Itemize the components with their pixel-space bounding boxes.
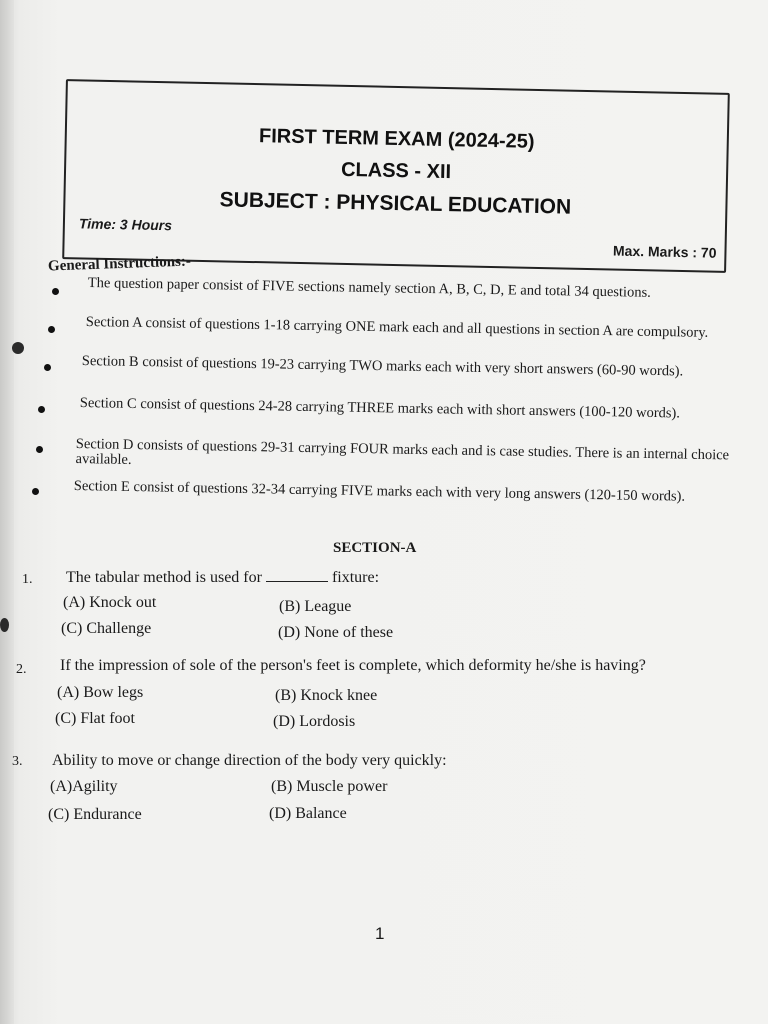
option-d: (D) None of these — [278, 624, 394, 641]
option-d: (D) Lordosis — [273, 713, 356, 730]
option-b: (B) League — [279, 598, 352, 615]
exam-header-box — [62, 79, 730, 273]
binder-hole-icon — [12, 342, 24, 354]
page-number: 1 — [375, 924, 385, 943]
question-text-end: fixture: — [331, 569, 380, 586]
option-d: (D) Balance — [269, 805, 347, 822]
class-label: CLASS - XII — [340, 158, 452, 184]
question-number: 2. — [16, 662, 27, 677]
answer-blank — [266, 569, 328, 582]
bullet-icon — [52, 288, 59, 295]
option-b: (B) Muscle power — [271, 778, 388, 795]
option-c: (C) Challenge — [61, 620, 152, 637]
instruction-item: Section A consist of questions 1-18 carrying ONE mark each and all questions in section A are compulsory. — [85, 314, 709, 341]
instruction-item: Section C consist of questions 24-28 carrying THREE marks each with short answers (100-120 words). — [79, 395, 681, 422]
bullet-icon — [36, 446, 43, 453]
instruction-item: Section B consist of questions 19-23 carrying TWO marks each with very short answers (60-90 words). — [81, 353, 684, 380]
option-a: (A)Agility — [50, 778, 118, 795]
page-edge — [0, 0, 14, 1024]
binder-hole-icon — [0, 618, 9, 632]
question-number: 3. — [12, 754, 23, 769]
question-text: If the impression of sole of the person's feet is complete, which deformity he/she is having? — [60, 657, 646, 674]
instruction-item: Section E consist of questions 32-34 carrying FIVE marks each with very long answers (120-150 words). — [73, 478, 686, 505]
question-text: Ability to move or change direction of the body very quickly: — [52, 752, 447, 769]
bullet-icon — [48, 326, 55, 333]
instruction-item: The question paper consist of FIVE sections namely section A, B, C, D, E and total 34 questions. — [87, 275, 651, 301]
time-label: Time: 3 Hours — [78, 215, 173, 234]
option-b: (B) Knock knee — [275, 687, 378, 704]
bullet-icon — [44, 364, 51, 371]
exam-title: FIRST TERM EXAM (2024-25) — [258, 125, 535, 153]
max-marks-label: Max. Marks : 70 — [612, 242, 717, 261]
instructions-title: General Instructions:- — [47, 253, 192, 275]
question-text — [66, 569, 379, 587]
bullet-icon — [38, 406, 45, 413]
subject-label: SUBJECT : PHYSICAL EDUCATION — [219, 188, 572, 219]
option-a: (A) Knock out — [63, 594, 157, 611]
option-c: (C) Flat foot — [55, 710, 135, 727]
section-heading: SECTION-A — [333, 540, 417, 556]
question-text-start: The tabular method is used for — [66, 569, 262, 586]
instruction-item: Section D consists of questions 29-31 carrying FOUR marks each and is case studies. There is an internal choice available. — [75, 436, 730, 468]
option-a: (A) Bow legs — [57, 684, 144, 701]
question-number: 1. — [22, 572, 33, 587]
bullet-icon — [32, 488, 39, 495]
option-c: (C) Endurance — [48, 806, 142, 823]
